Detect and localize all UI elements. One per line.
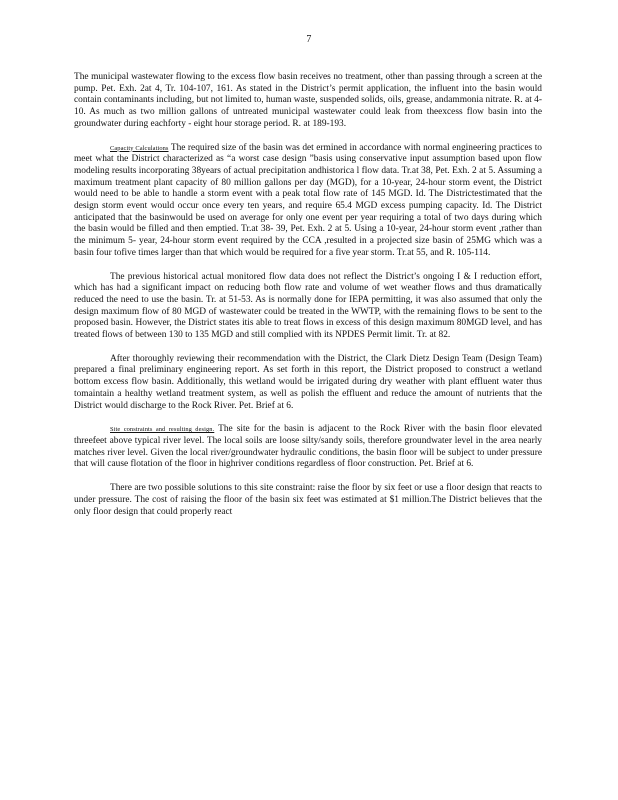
paragraph-text: After thoroughly reviewing their recommendation with the District, the Clark Dietz Design Team (Design Team) prepared a final preliminary engineering report. As set forth in this report, the District proposed to construct a wetland bottom excess flow basin. Additionally, this wetland would be irrigated during dry weather with plant effluent water thus tomaintain a healthy wetland treatment system, as well as polish the effluent and reduce the amount of nutrients that the District would discharge to the Rock River. Pet. Brief at 6. (74, 353, 542, 411)
page-number: 7 (306, 34, 312, 45)
paragraph-design-team-report (74, 354, 542, 413)
document-body (74, 72, 542, 528)
paragraph-text: The municipal wastewater flowing to the excess flow basin receives no treatment, other than passing through a screen at the pump. Pet. Exh. 2at 4, Tr. 104-107, 161. As stated in the District’s permit application, the influent into the basin would contain contaminants including, but not limited to, human waste, suspended solids, oils, grease, andammonia nitrate. R. at 4- 10. As much as two million gallons of untreated municipal wastewater could leak from theexcess flow basin into the groundwater during eachforty - eight hour storage period. R. at 189-193. (74, 72, 542, 129)
section-heading-site-constraints: Site constraints and resulting design. (110, 426, 215, 434)
paragraph-untreated-wastewater (74, 72, 542, 131)
paragraph-site-constraints (74, 424, 542, 471)
paragraph-text: The required size of the basin was det ermined in accordance with normal engineering practices to meet what the District characterized as “a worst case design ”basis using conservative input assumption based upon flow modeling results incorporating 38years of actual precipitation andhistorica l flow data. Tr.at 38, Pet. Exh. 2 at 5. Assuming a maximum treatment plant capacity of 80 million gallons per day (MGD), for a 10-year, 24-hour storm event, the District would need to be able to handle a storm event with a peak total flow rate of 145 MGD. Id. The Districtestimated that the design storm event would occur once every ten years, and require 65.4 MGD excess pumping capacity. Id. The District anticipated that the basinwould be used on average for only one event per year requiring a total of two days during which the basin would be filled and then emptied. Tr.at 38- 39, Pet. Exh. 2 at 5. Using a 10-year, 24-hour storm event ,rather than the minimum 5- year, 24-hour storm event required by the CCA ,resulted in a projected size basin of 25MG which was a basin four tofive times larger than that which would be required for a five year storm. Tr.at 55, and R. 105-114. (74, 142, 542, 258)
paragraph-capacity-calculations (74, 143, 542, 260)
paragraph-text: The site for the basin is adjacent to the Rock River with the basin floor elevated threefeet above typical river level. The local soils are loose silty/sandy soils, therefore groundwater level in the area nearly matches river level. Given the local river/groundwater hydraulic conditions, the basin floor will be subject to under pressure that will cause flotation of the floor in highriver conditions regardless of floor construction. Pet. Brief at 6. (74, 424, 542, 470)
section-heading-capacity-calculations: Capacity Calculations (110, 144, 169, 152)
paragraph-text: There are two possible solutions to this site constraint: raise the floor by six feet or use a floor design that reacts to under pressure. The cost of raising the floor of the basin six feet was estimated at $1 million.The District believes that the only floor design that could properly react (74, 483, 542, 517)
paragraph-solutions (74, 483, 542, 518)
paragraph-text: The previous historical actual monitored flow data does not reflect the District’s ongoing I & I reduction effort, which has had a significant impact on reducing both flow rate and volume of wet weather flows and thus dramatically reduced the need to use the basin. Tr. at 51-53. As is normally done for IEPA permitting, it was also assumed that only the design maximum flow of 80 MGD of wastewater could be treated in the WWTP, with the remaining flows to be sent to the proposed basin. However, the District states itis able to treat flows in excess of this design maximum 80MGD level, and has treated flows of between 130 to 135 MGD and still complied with its NPDES Permit limit. Tr. at 82. (74, 271, 542, 341)
paragraph-historical-flow-data (74, 272, 542, 342)
